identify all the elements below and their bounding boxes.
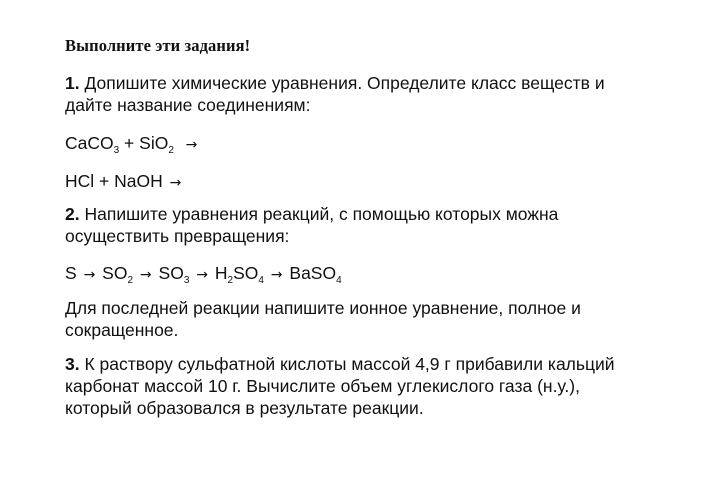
subscript: 2 (168, 145, 174, 156)
subscript: 2 (227, 275, 234, 286)
subscript: 3 (183, 275, 190, 286)
subscript: 2 (127, 275, 134, 286)
formula-s: S (65, 263, 77, 283)
task2-number: 2. (65, 204, 80, 224)
formula-h2so4-h: H (214, 263, 228, 283)
task2-line1 (65, 203, 558, 225)
arrow-icon: → (196, 267, 208, 283)
formula-sio2: SiO (139, 133, 169, 153)
formula-hcl-naoh: HCl + NaOH (65, 171, 168, 191)
task2-note-line1: Для последней реакции напишите ионное уравнение, полное и (65, 298, 581, 318)
arrow-icon: → (139, 267, 152, 283)
page-title: Выполните эти задания! (65, 36, 251, 55)
arrow-icon: → (185, 137, 198, 153)
task3-line1 (65, 353, 615, 375)
task1-line1 (65, 72, 605, 94)
formula-so2: SO (102, 263, 128, 283)
formula-caco3: CaCO (65, 133, 114, 153)
task3-line3: который образовался в результате реакции. (65, 398, 424, 418)
formula-h2so4-so: SO (233, 263, 259, 283)
arrow-icon: → (270, 267, 283, 283)
equation-1 (65, 132, 199, 156)
task3-line2: карбонат массой 10 г. Вычислите объем углекислого газа (н.у.), (65, 376, 580, 396)
transformation-chain (65, 262, 342, 286)
task2-note-line2: сокращенное. (65, 320, 179, 340)
task3-text-1: К раствору сульфатной кислоты массой 4,9 г прибавили кальций (79, 354, 615, 374)
task2-text-1: Напишите уравнения реакций, с помощью которых можна (79, 204, 559, 224)
equation-2 (65, 170, 183, 194)
subscript: 4 (336, 275, 342, 286)
formula-baso4: BaSO (289, 263, 337, 283)
subscript: 3 (113, 145, 120, 156)
task1-number: 1. (65, 73, 80, 93)
task1-text-1: Допишите химические уравнения. Определите класс веществ и (79, 73, 605, 93)
task3-number: 3. (65, 354, 80, 374)
plus-sign: + (119, 133, 140, 153)
formula-so3: SO (158, 263, 184, 283)
subscript: 4 (258, 275, 264, 286)
task2-line2: осуществить превращения: (65, 226, 290, 246)
arrow-icon: → (169, 175, 182, 191)
task1-line2: дайте название соединениям: (65, 95, 311, 115)
arrow-icon: → (83, 267, 96, 283)
